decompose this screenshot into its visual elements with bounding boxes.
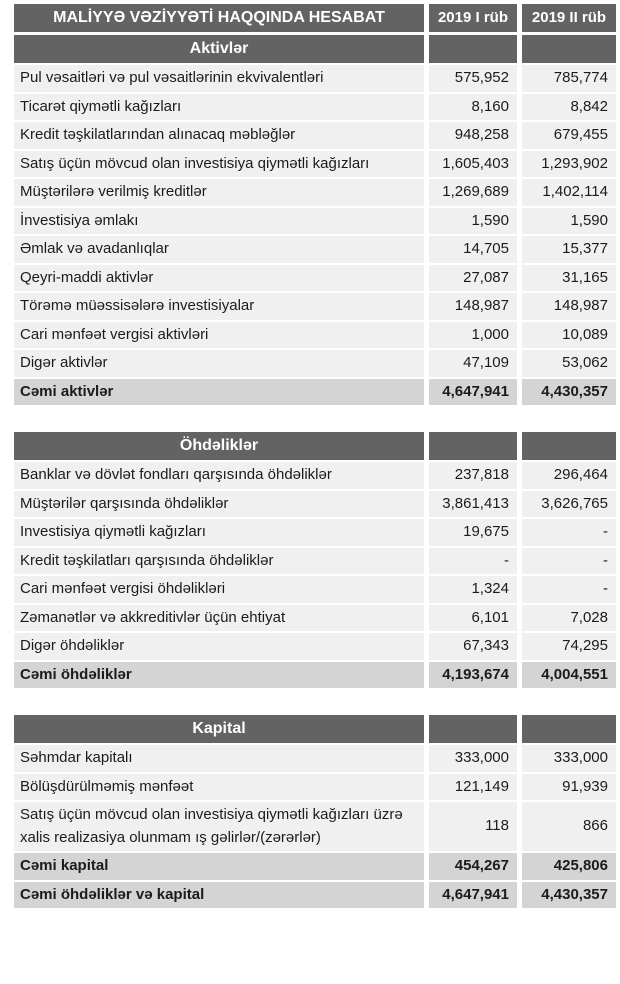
row-label: Törəmə müəssisələrə investisiyalar — [14, 293, 424, 320]
column-header-q2: 2019 II rüb — [522, 4, 616, 32]
total-label: Cəmi öhdəliklər — [14, 662, 424, 689]
value-q2: 1,293,902 — [522, 151, 616, 178]
table-row — [14, 576, 616, 603]
total-value-q1: 4,647,941 — [429, 379, 517, 406]
table-row — [14, 94, 616, 121]
table-row — [14, 802, 616, 851]
row-label: Cari mənfəət vergisi öhdəlikləri — [14, 576, 424, 603]
total-row — [14, 379, 616, 406]
table-row — [14, 208, 616, 235]
value-q2: - — [522, 548, 616, 575]
value-q1: 948,258 — [429, 122, 517, 149]
total-value-q1: 454,267 — [429, 853, 517, 880]
value-q2: 1,402,114 — [522, 179, 616, 206]
value-q1: 1,324 — [429, 576, 517, 603]
value-q2: 31,165 — [522, 265, 616, 292]
table-sections — [14, 35, 616, 908]
table-row — [14, 122, 616, 149]
table-row — [14, 265, 616, 292]
total-label: Cəmi öhdəliklər və kapital — [14, 882, 424, 909]
value-q2: 53,062 — [522, 350, 616, 377]
row-label: Səhmdar kapitalı — [14, 745, 424, 772]
row-label: Digər öhdəliklər — [14, 633, 424, 660]
financial-table — [14, 4, 616, 908]
value-q1: 6,101 — [429, 605, 517, 632]
value-q1: 19,675 — [429, 519, 517, 546]
section-2 — [14, 715, 616, 908]
row-label: Bölüşdürülməmiş mənfəət — [14, 774, 424, 801]
table-row — [14, 65, 616, 92]
value-q1: 27,087 — [429, 265, 517, 292]
table-row — [14, 293, 616, 320]
total-value-q2: 425,806 — [522, 853, 616, 880]
section-title: Öhdəliklər — [14, 432, 424, 460]
value-q1: 1,605,403 — [429, 151, 517, 178]
section-0 — [14, 35, 616, 405]
total-label: Cəmi kapital — [14, 853, 424, 880]
value-q2: 785,774 — [522, 65, 616, 92]
value-q2: 3,626,765 — [522, 491, 616, 518]
row-label: Banklar və dövlət fondları qarşısında öhdəliklər — [14, 462, 424, 489]
report-title: MALİYYƏ VƏZİYYƏTİ HAQQINDA HESABAT — [14, 4, 424, 32]
value-q2: 7,028 — [522, 605, 616, 632]
row-label: Pul vəsaitləri və pul vəsaitlərinin ekvivalentləri — [14, 65, 424, 92]
table-row — [14, 350, 616, 377]
value-q2: - — [522, 576, 616, 603]
table-header-row — [14, 4, 616, 32]
value-q1: 3,861,413 — [429, 491, 517, 518]
value-q1: 333,000 — [429, 745, 517, 772]
row-label: Ticarət qiymətli kağızları — [14, 94, 424, 121]
section-spacer-q1 — [429, 715, 517, 743]
value-q1: - — [429, 548, 517, 575]
section-spacer-q2 — [522, 35, 616, 63]
table-row — [14, 519, 616, 546]
row-label: Digər aktivlər — [14, 350, 424, 377]
section-header-row — [14, 432, 616, 460]
value-q2: 333,000 — [522, 745, 616, 772]
value-q1: 1,590 — [429, 208, 517, 235]
row-label: Müştərilər qarşısında öhdəliklər — [14, 491, 424, 518]
table-row — [14, 179, 616, 206]
table-row — [14, 322, 616, 349]
value-q2: 148,987 — [522, 293, 616, 320]
value-q2: 1,590 — [522, 208, 616, 235]
table-row — [14, 236, 616, 263]
row-label: Cari mənfəət vergisi aktivləri — [14, 322, 424, 349]
value-q2: 8,842 — [522, 94, 616, 121]
section-spacer-q1 — [429, 432, 517, 460]
row-label: Qeyri-maddi aktivlər — [14, 265, 424, 292]
total-row — [14, 882, 616, 909]
row-label: Satış üçün mövcud olan investisiya qiymətli kağızları üzrə xalis realizasiya olunmam ış gəlirlər/(zərərlər) — [14, 802, 424, 851]
table-row — [14, 548, 616, 575]
value-q1: 1,000 — [429, 322, 517, 349]
section-1 — [14, 432, 616, 688]
table-row — [14, 491, 616, 518]
section-title: Aktivlər — [14, 35, 424, 63]
value-q2: 10,089 — [522, 322, 616, 349]
value-q2: 679,455 — [522, 122, 616, 149]
row-label: Müştərilərə verilmiş kreditlər — [14, 179, 424, 206]
value-q2: 91,939 — [522, 774, 616, 801]
value-q1: 67,343 — [429, 633, 517, 660]
section-spacer-q1 — [429, 35, 517, 63]
table-row — [14, 633, 616, 660]
total-value-q1: 4,647,941 — [429, 882, 517, 909]
value-q2: - — [522, 519, 616, 546]
value-q1: 575,952 — [429, 65, 517, 92]
table-row — [14, 605, 616, 632]
value-q1: 47,109 — [429, 350, 517, 377]
row-label: Satış üçün mövcud olan investisiya qiymətli kağızları — [14, 151, 424, 178]
section-spacer-q2 — [522, 715, 616, 743]
value-q2: 296,464 — [522, 462, 616, 489]
value-q1: 121,149 — [429, 774, 517, 801]
value-q1: 148,987 — [429, 293, 517, 320]
section-header-row — [14, 715, 616, 743]
column-header-q1: 2019 I rüb — [429, 4, 517, 32]
row-label: Zəmanətlər və akkreditivlər üçün ehtiyat — [14, 605, 424, 632]
value-q1: 8,160 — [429, 94, 517, 121]
value-q1: 118 — [429, 802, 517, 851]
row-label: Kredit təşkilatlarından alınacaq məbləğlər — [14, 122, 424, 149]
section-header-row — [14, 35, 616, 63]
table-row — [14, 151, 616, 178]
total-row — [14, 662, 616, 689]
value-q2: 15,377 — [522, 236, 616, 263]
total-row — [14, 853, 616, 880]
table-row — [14, 745, 616, 772]
table-row — [14, 462, 616, 489]
total-label: Cəmi aktivlər — [14, 379, 424, 406]
value-q1: 237,818 — [429, 462, 517, 489]
value-q2: 866 — [522, 802, 616, 851]
table-row — [14, 774, 616, 801]
value-q2: 74,295 — [522, 633, 616, 660]
row-label: İnvestisiya əmlakı — [14, 208, 424, 235]
total-value-q1: 4,193,674 — [429, 662, 517, 689]
row-label: Kredit təşkilatları qarşısında öhdəliklər — [14, 548, 424, 575]
section-title: Kapital — [14, 715, 424, 743]
row-label: Əmlak və avadanlıqlar — [14, 236, 424, 263]
total-value-q2: 4,004,551 — [522, 662, 616, 689]
total-value-q2: 4,430,357 — [522, 882, 616, 909]
row-label: Investisiya qiymətli kağızları — [14, 519, 424, 546]
total-value-q2: 4,430,357 — [522, 379, 616, 406]
value-q1: 1,269,689 — [429, 179, 517, 206]
section-spacer-q2 — [522, 432, 616, 460]
value-q1: 14,705 — [429, 236, 517, 263]
